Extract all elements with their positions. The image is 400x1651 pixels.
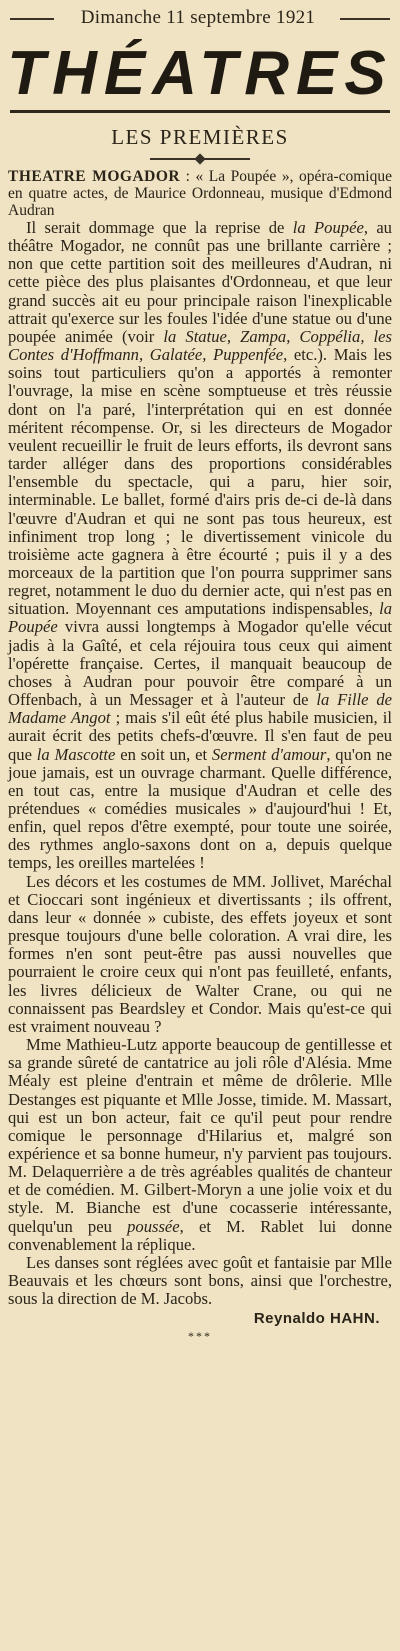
article bbox=[8, 168, 392, 1344]
text-run: Mme Mathieu-Lutz apporte beaucoup de gentillesse et sa grande sûreté de cantatrice au joli rôle d'Alésia. Mme Méaly est pleine d'entrain et même de drôlerie. Mlle Destanges est piquante et Mlle Josse, timide. M. Massart, qui est un bon acteur, fait ce qu'il peut pour rendre comique le personnage d'Hilarius et, malgré son expérience et sa bonne humeur, n'y parvient pas toujours. M. Delaquerrière a de très agréables qualités de chanteur et de comédien. M. Gilbert-Moryn a une jolie voix et du style. M. Bianche est d'une cocasserie intéressante, quelqu'un peu bbox=[8, 1035, 392, 1236]
ornament-diamond bbox=[194, 153, 205, 164]
author-signature: Reynaldo HAHN. bbox=[253, 1310, 380, 1328]
italic-title: la Poupée bbox=[292, 218, 364, 237]
section-heading: LES PREMIÈRES bbox=[111, 125, 289, 149]
italic-title: Serment d'amour bbox=[211, 744, 327, 764]
text-run: , qu'on ne joue jamais, est un ouvrage charmant. Quelle différence, en tout cas, entre la musique d'Audran et celle des prétendues « comédies musicales » d'aujourd'hui ! Et, enfin, quel repos d'être exempté, pour toute une soirée, des rythmes anglo-saxons dont on a, depuis quelque temps, les oreilles martelées ! bbox=[8, 744, 392, 873]
italic-title: la Fille de Madame Angot bbox=[8, 690, 392, 728]
text-run: ; mais s'il eût été plus habile musicien, il aurait écrit des petits chefs-d'œuvre. Il s'en faut de peu que bbox=[8, 708, 392, 764]
dateline-rule-left bbox=[10, 18, 54, 20]
text-run: vivra aussi longtemps à Mogador qu'elle vécut jadis à la Gaîté, et cela réjouira tous ceux qui aiment l'opérette française. Certes, il manquait beaucoup de choses à Audran pour pouvoir être comparé à un Offenbach, à un Messager et à l'auteur de bbox=[8, 617, 392, 710]
text-run: , etc.). Mais les soins tout particuliers qu'on a apportés à remonter l'ouvrage, la mise en scène somptueuse et très réussie dont on l'a paré, l'interprétation qui en est donnée méritent récompense. Or, si les directeurs de Mogador veulent recueillir le fruit de leurs efforts, ils devront sans tarder alléger dans des proportions considérables l'ensemble du spectacle, qui a paru, hier soir, interminable. Le ballet, formé d'airs pris de-ci de-là dans l'œuvre d'Audran et qui ne sont pas tous heureux, est infiniment trop long ; le divertissement vinicole du troisième acte gagnera à être écourté ; puis il y a des morceaux de la partition que l'on pourra supprimer sans regret, notamment le duo du dernier acte, qui n'est pas en situation. Moyennant ces amputations indispensables, bbox=[8, 345, 392, 619]
page-title: THÉATRES bbox=[7, 39, 393, 108]
headline-lead: THEATRE MOGADOR bbox=[8, 168, 181, 185]
headline-rest: : « La Poupée », opéra-comique en quatre actes, de Maurice Ordonneau, musique d'Edmond Audran bbox=[8, 168, 392, 219]
end-mark: *** bbox=[188, 1329, 212, 1344]
text-run: , et M. Rablet lui donne convenablement la réplique. bbox=[8, 1216, 392, 1254]
paragraph-3 bbox=[8, 1036, 392, 1254]
text-run: Les danses sont réglées avec goût et fantaisie par Mlle Beauvais et les chœurs sont bons, ainsi que l'orchestre, sous la direction de M. Jacobs. bbox=[8, 1252, 392, 1309]
paragraph-1 bbox=[8, 219, 392, 873]
italic-title: poussée bbox=[127, 1216, 180, 1236]
paragraph-4 bbox=[8, 1254, 392, 1308]
italic-title: la Statue, Zampa, Coppélia, les Contes d'Hoffmann, Galatée, Puppenfée bbox=[8, 326, 392, 365]
dateline-text: Dimanche 11 septembre 1921 bbox=[80, 7, 316, 28]
text-run: , au théâtre Mogador, ne connût pas une brillante carrière ; non que cette partition soit des meilleures d'Audran, ni cette pièce des plus plaisantes d'Ordonneau, et que leur grand succès ait eu pour principale raison l'inexplicable attrait qu'exerce sur les foules l'idée d'une statue ou d'une poupée animée (voir bbox=[8, 218, 392, 346]
text-run: en soit un, et bbox=[115, 744, 212, 764]
paragraph-2 bbox=[8, 873, 392, 1036]
text-run: Il serait dommage que la reprise de bbox=[26, 218, 293, 237]
title-rule bbox=[10, 110, 390, 113]
text-run: Les décors et les costumes de MM. Jollivet, Maréchal et Cioccari sont ingénieux et divertissants ; ils offrent, dans leur « donnée » cubiste, des effets joyeux et sont presque toujours d'une belle coloration. A vrai dire, les formes n'en sont peut-être pas aussi nouvelles que pourraient le croire ceux qui n'ont pas feuilleté, enfants, les livres délicieux de Walter Crane, ou qui ne connaissent pas Beardsley et Condor. Mais qu'est-ce qui est vraiment nouveau ? bbox=[8, 871, 392, 1036]
dateline-rule-right bbox=[340, 18, 390, 20]
article-headline bbox=[8, 168, 392, 219]
italic-title: la Poupée bbox=[8, 599, 392, 637]
section-ornament bbox=[150, 155, 250, 163]
dateline bbox=[0, 6, 400, 28]
italic-title: la Mascotte bbox=[36, 744, 116, 764]
